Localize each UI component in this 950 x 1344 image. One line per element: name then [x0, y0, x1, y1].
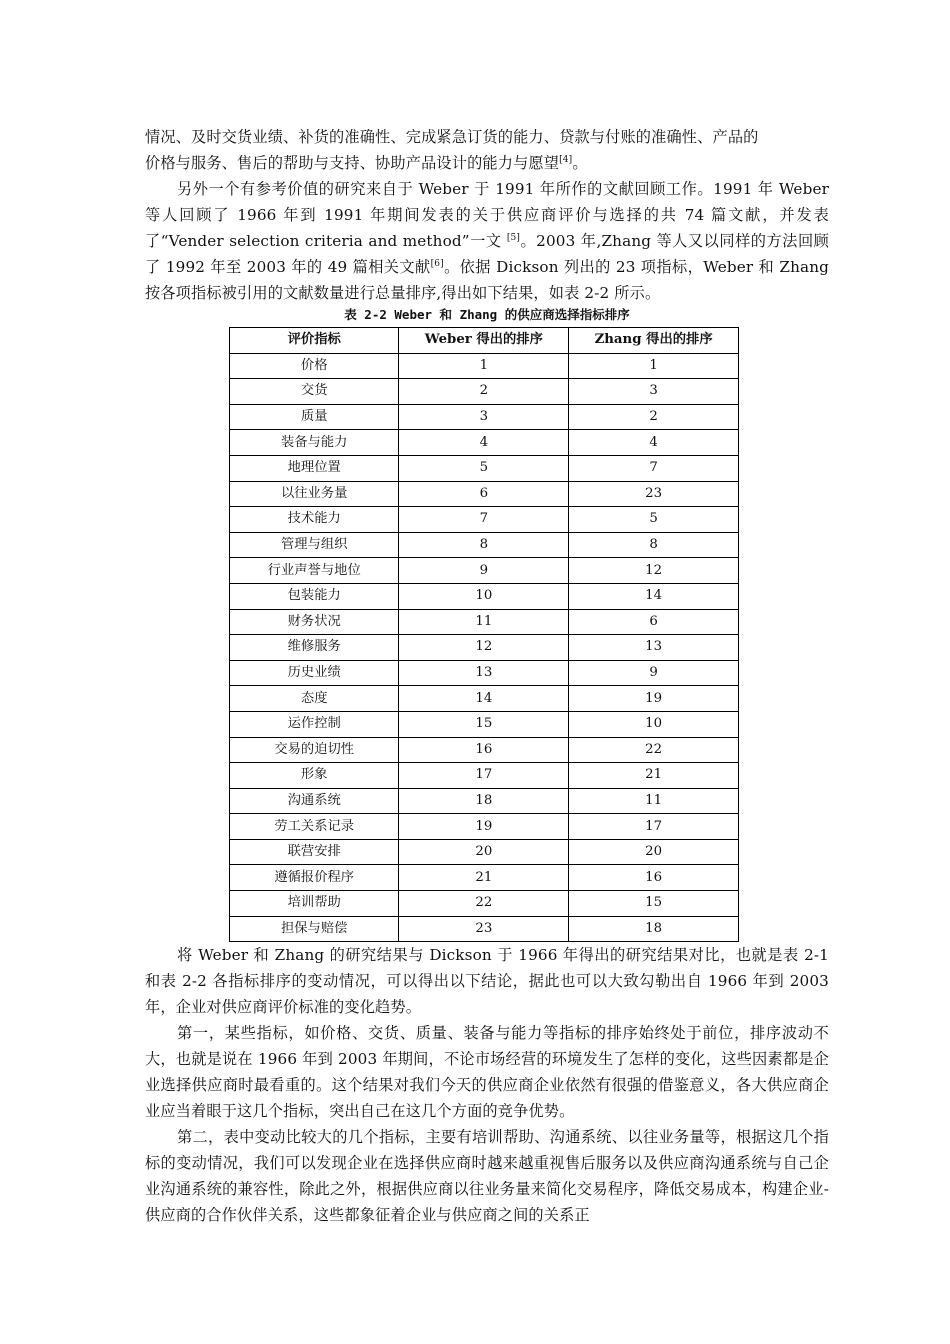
zhang-rank-cell: 4 — [569, 430, 739, 456]
table-row — [230, 711, 739, 737]
table-row — [230, 660, 739, 686]
weber-rank-cell: 22 — [399, 891, 569, 917]
indicator-cell: 装备与能力 — [230, 430, 399, 456]
paragraph-comparison: 将 Weber 和 Zhang 的研究结果与 Dickson 于 1966 年得出的研究结果对比，也就是表 2-1 和表 2-2 各指标排序的变动情况，可以得出以下结论，据此也可以大致勾勒出自 1966 年到 2003 年，企业对供应商评价标准的变化趋势。 — [145, 946, 829, 1017]
zhang-rank-cell: 1 — [569, 353, 739, 379]
weber-rank-cell: 6 — [399, 481, 569, 507]
weber-rank-cell: 19 — [399, 814, 569, 840]
paragraph-text: 。依据 Dickson 列出的 23 项指标，Weber 和 Zhang 按各项指标被引用的文献数量进行总量排序,得出如下结果，如表 2-2 所示。 — [145, 258, 830, 302]
zhang-rank-cell: 22 — [569, 737, 739, 763]
paragraph-line: 价格与服务、售后的帮助与支持、协助产品设计的能力与愿望 — [145, 154, 560, 172]
indicator-cell: 价格 — [230, 353, 399, 379]
indicator-cell: 遵循报价程序 — [230, 865, 399, 891]
indicator-cell: 以往业务量 — [230, 481, 399, 507]
zhang-rank-cell: 17 — [569, 814, 739, 840]
ranking-table — [229, 327, 739, 942]
indicator-cell: 历史业绩 — [230, 660, 399, 686]
indicator-cell: 运作控制 — [230, 711, 399, 737]
header-zhang-rank: Zhang 得出的排序 — [569, 328, 739, 354]
indicator-cell: 行业声誉与地位 — [230, 558, 399, 584]
weber-rank-cell: 10 — [399, 583, 569, 609]
indicator-cell: 联营安排 — [230, 839, 399, 865]
indicator-cell: 管理与组织 — [230, 532, 399, 558]
zhang-rank-cell: 13 — [569, 635, 739, 661]
weber-rank-cell: 8 — [399, 532, 569, 558]
table-row — [230, 686, 739, 712]
indicator-cell: 培训帮助 — [230, 891, 399, 917]
table-row — [230, 916, 739, 942]
table-row — [230, 481, 739, 507]
paragraph-text: 。2003 年,Zhang 等人又以同样的方法回顾了 1992 年至 2003 年的 49 篇相关文献 — [145, 232, 829, 276]
weber-rank-cell: 21 — [399, 865, 569, 891]
table-row — [230, 788, 739, 814]
table-row — [230, 430, 739, 456]
table-row — [230, 353, 739, 379]
zhang-rank-cell: 5 — [569, 507, 739, 533]
weber-rank-cell: 15 — [399, 711, 569, 737]
indicator-cell: 态度 — [230, 686, 399, 712]
table-row — [230, 635, 739, 661]
table-caption: 表 2-2 Weber 和 Zhang 的供应商选择指标排序 — [344, 307, 630, 322]
paragraph-continued — [145, 124, 829, 176]
table-row — [230, 455, 739, 481]
indicator-cell: 维修服务 — [230, 635, 399, 661]
zhang-rank-cell: 21 — [569, 763, 739, 789]
weber-rank-cell: 9 — [399, 558, 569, 584]
indicator-cell: 包装能力 — [230, 583, 399, 609]
zhang-rank-cell: 20 — [569, 839, 739, 865]
citation-ref: [5] — [506, 233, 521, 243]
paragraph-weber-review — [145, 176, 829, 306]
table-row — [230, 737, 739, 763]
indicator-cell: 财务状况 — [230, 609, 399, 635]
weber-rank-cell: 17 — [399, 763, 569, 789]
indicator-cell: 交货 — [230, 379, 399, 405]
indicator-cell: 交易的迫切性 — [230, 737, 399, 763]
citation-ref: [6] — [430, 259, 444, 269]
weber-rank-cell: 4 — [399, 430, 569, 456]
weber-rank-cell: 5 — [399, 455, 569, 481]
weber-rank-cell: 7 — [399, 507, 569, 533]
table-row — [230, 558, 739, 584]
weber-rank-cell: 23 — [399, 916, 569, 942]
table-row — [230, 763, 739, 789]
zhang-rank-cell: 6 — [569, 609, 739, 635]
zhang-rank-cell: 2 — [569, 404, 739, 430]
weber-rank-cell: 3 — [399, 404, 569, 430]
paragraph-first-conclusion: 第一，某些指标，如价格、交货、质量、装备与能力等指标的排序始终处于前位，排序波动不大，也就是说在 1966 年到 2003 年期间，不论市场经营的环境发生了怎样的变化，这些因素都是企业选择供应商时最看重的。这个结果对我们今天的供应商企业依然有很强的借鉴意义，各大供应商企业应当着眼于这几个指标，突出自己在这几个方面的竞争优势。 — [145, 1024, 829, 1121]
table-row — [230, 609, 739, 635]
weber-rank-cell: 11 — [399, 609, 569, 635]
table-row — [230, 865, 739, 891]
table-row — [230, 379, 739, 405]
zhang-rank-cell: 23 — [569, 481, 739, 507]
table-row — [230, 839, 739, 865]
table-row — [230, 404, 739, 430]
paragraph-text: 另外一个有参考价值的研究来自于 Weber 于 1991 年所作的文献回顾工作。1991 年 Weber 等人回顾了 1966 年到 1991 年期间发表的关于供应商评价与选择的共 74 篇文献，并发表了“Vender selection criteria and method”一文 — [145, 180, 829, 250]
document-page — [145, 124, 829, 1228]
indicator-cell: 地理位置 — [230, 455, 399, 481]
paragraph-line: 情况、及时交货业绩、补货的准确性、完成紧急订货的能力、贷款与付账的准确性、产品的 — [145, 128, 759, 146]
zhang-rank-cell: 11 — [569, 788, 739, 814]
indicator-cell: 沟通系统 — [230, 788, 399, 814]
weber-rank-cell: 2 — [399, 379, 569, 405]
zhang-rank-cell: 14 — [569, 583, 739, 609]
indicator-cell: 劳工关系记录 — [230, 814, 399, 840]
zhang-rank-cell: 16 — [569, 865, 739, 891]
table-row — [230, 583, 739, 609]
table-row — [230, 814, 739, 840]
table-row — [230, 532, 739, 558]
zhang-rank-cell: 15 — [569, 891, 739, 917]
indicator-cell: 担保与赔偿 — [230, 916, 399, 942]
weber-rank-cell: 18 — [399, 788, 569, 814]
zhang-rank-cell: 9 — [569, 660, 739, 686]
zhang-rank-cell: 8 — [569, 532, 739, 558]
weber-rank-cell: 12 — [399, 635, 569, 661]
table-row — [230, 507, 739, 533]
zhang-rank-cell: 19 — [569, 686, 739, 712]
paragraph-second-conclusion: 第二，表中变动比较大的几个指标，主要有培训帮助、沟通系统、以往业务量等，根据这几个指标的变动情况，我们可以发现企业在选择供应商时越来越重视售后服务以及供应商沟通系统与自己企业沟通系统的兼容性，除此之外，根据供应商以往业务量来简化交易程序，降低交易成本，构建企业-供应商的合作伙伴关系，这些都象征着企业与供应商之间的关系正 — [145, 1128, 829, 1225]
paragraph-text: 。 — [572, 154, 588, 172]
zhang-rank-cell: 7 — [569, 455, 739, 481]
zhang-rank-cell: 3 — [569, 379, 739, 405]
table-row — [230, 891, 739, 917]
table-header-row — [230, 328, 739, 354]
citation-ref: [4] — [559, 155, 573, 165]
weber-rank-cell: 20 — [399, 839, 569, 865]
weber-rank-cell: 13 — [399, 660, 569, 686]
zhang-rank-cell: 12 — [569, 558, 739, 584]
indicator-cell: 技术能力 — [230, 507, 399, 533]
weber-rank-cell: 16 — [399, 737, 569, 763]
header-weber-rank: Weber 得出的排序 — [399, 328, 569, 354]
indicator-cell: 质量 — [230, 404, 399, 430]
weber-rank-cell: 14 — [399, 686, 569, 712]
header-indicator: 评价指标 — [230, 328, 399, 354]
weber-rank-cell: 1 — [399, 353, 569, 379]
zhang-rank-cell: 10 — [569, 711, 739, 737]
zhang-rank-cell: 18 — [569, 916, 739, 942]
indicator-cell: 形象 — [230, 763, 399, 789]
